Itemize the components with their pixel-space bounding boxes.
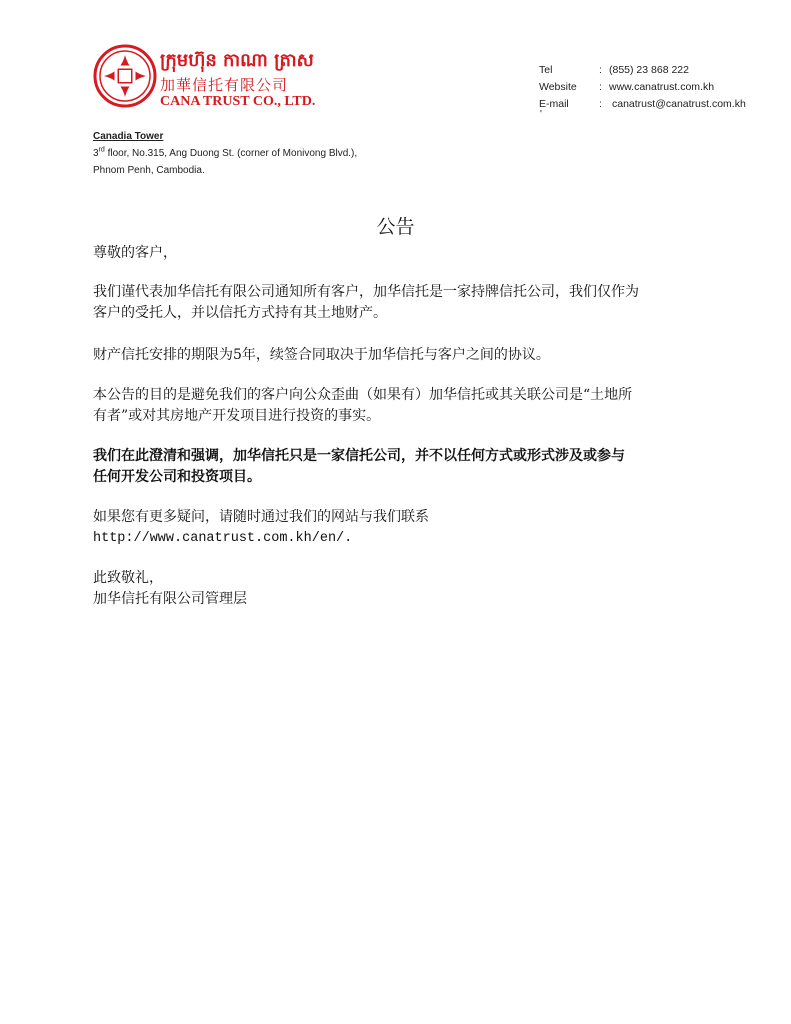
company-logo-icon	[93, 44, 157, 108]
website-colon: :	[599, 81, 602, 93]
paragraph-4-line-1: 我们在此澄清和强调，加华信托只是一家信托公司，并不以任何方式或形式涉及或参与	[93, 448, 625, 464]
email-colon: :	[599, 98, 602, 110]
paragraph-1-line-1: 我们谨代表加华信托有限公司通知所有客户，加华信托是一家持牌信托公司，我们仅作为	[93, 284, 639, 300]
floor-suffix: rd	[98, 146, 105, 154]
notice-title: 公告	[376, 216, 415, 238]
address-line-1-rest: floor, No.315, Ang Duong St. (corner of Monivong Blvd.),	[104, 148, 358, 159]
building-name: Canadia Tower	[93, 131, 164, 142]
notice-body	[93, 243, 713, 610]
paragraph-1-line-2: 客户的受托人，并以信托方式持有其土地财产。	[93, 305, 387, 321]
website-url-link[interactable]: http://www.canatrust.com.kh/en/.	[93, 531, 353, 546]
salutation: 尊敬的客户，	[93, 245, 177, 261]
tel-colon: :	[599, 64, 602, 76]
stray-mark: '	[540, 109, 542, 120]
email-label: E-mail	[539, 98, 569, 110]
email-link[interactable]: canatrust@canatrust.com.kh	[612, 98, 746, 110]
paragraph-2: 财产信托安排的期限为5年，续签合同取决于加华信托与客户之间的协议。	[93, 347, 550, 363]
paragraph-4-line-2: 任何开发公司和投资项目。	[93, 469, 261, 485]
company-name-english: CANA TRUST CO., LTD.	[160, 94, 316, 109]
closing: 此致敬礼，	[93, 570, 163, 586]
paragraph-3-line-1: 本公告的目的是避免我们的客户向公众歪曲（如果有）加华信托或其关联公司是“土地所	[93, 387, 633, 403]
website-label: Website	[539, 81, 577, 93]
address-line-1	[93, 145, 357, 162]
paragraph-3-line-2: 有者”或对其房地产开发项目进行投资的事实。	[93, 408, 381, 424]
address-line-2: Phnom Penh, Cambodia.	[93, 165, 205, 176]
address-block	[93, 128, 357, 179]
paragraph-5-line-1: 如果您有更多疑问，请随时通过我们的网站与我们联系	[93, 509, 429, 525]
signature: 加华信托有限公司管理层	[93, 591, 247, 607]
tel-value: (855) 23 868 222	[609, 64, 689, 76]
website-link[interactable]: www.canatrust.com.kh	[609, 81, 715, 93]
floor-number: 3	[93, 148, 99, 159]
tel-label: Tel	[539, 64, 553, 76]
company-name-chinese: 加華信托有限公司	[160, 76, 289, 94]
company-name-khmer: ក្រុមហ៊ុន កាណា ត្រាស	[160, 50, 314, 71]
